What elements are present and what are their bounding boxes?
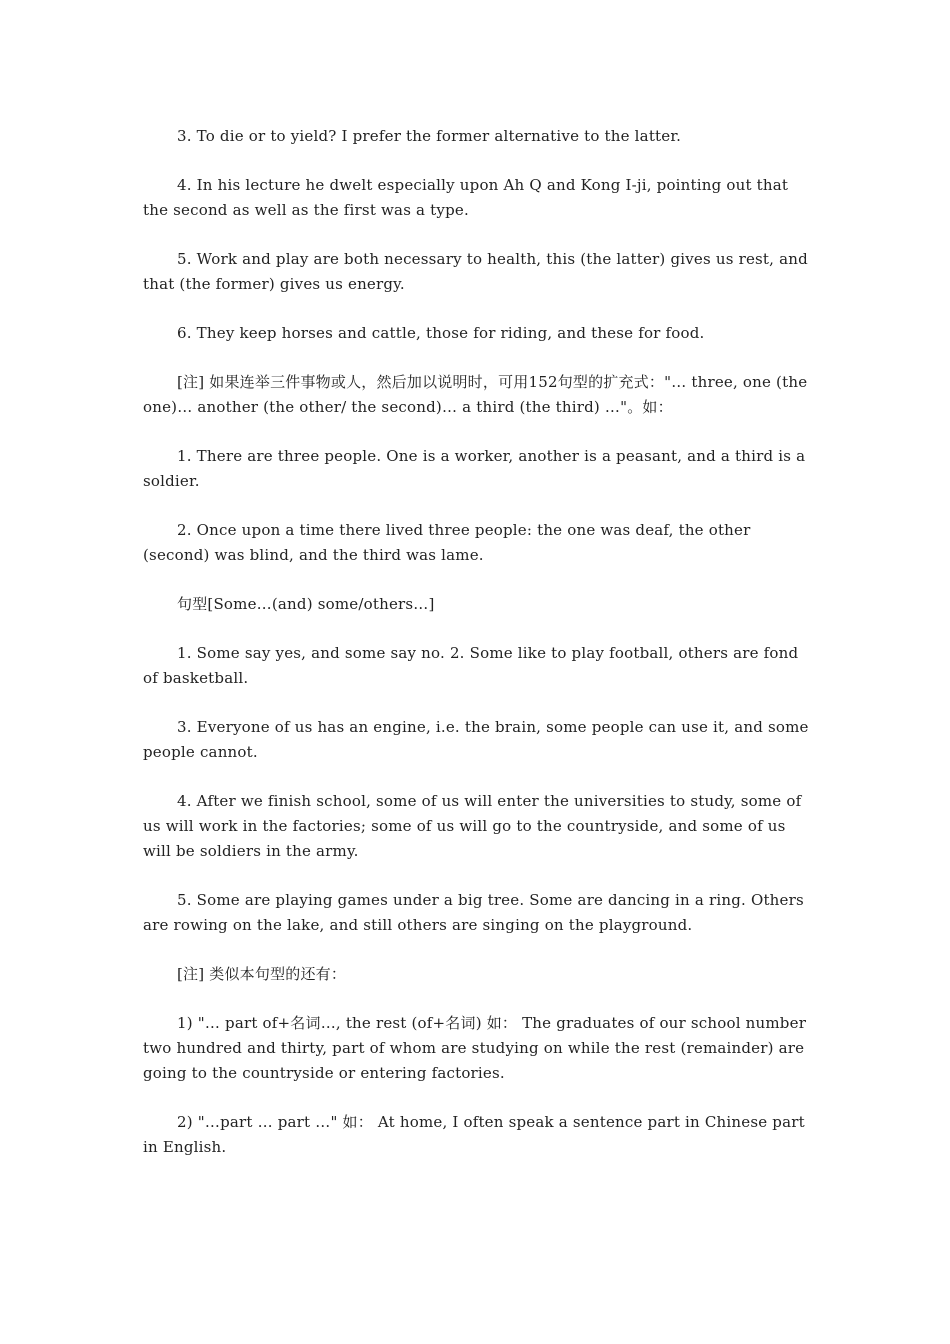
note-example: 1) "… part of+名词…, the rest (of+名词) 如： The graduates of our school number two hundred and thirty, part of whom are studying on while the rest (remainder) are going to the countryside or entering factories.	[143, 1014, 807, 1082]
document-body	[143, 124, 813, 1184]
example-sentence: 5. Work and play are both necessary to health, this (the latter) gives us rest, and that (the former) gives us energy.	[143, 250, 808, 293]
example-sentence: 4. In his lecture he dwelt especially upon Ah Q and Kong I-ji, pointing out that the second as well as the first was a type.	[143, 176, 789, 219]
note-example: 2) "…part … part …" 如： At home, I often speak a sentence part in Chinese part in English.	[143, 1113, 805, 1156]
example-sentence: 5. Some are playing games under a big tree. Some are dancing in a ring. Others are rowing on the lake, and still others are singing on the playground.	[143, 891, 804, 934]
example-sentence: 1. There are three people. One is a worker, another is a peasant, and a third is a soldier.	[143, 447, 806, 490]
example-sentence: 4. After we finish school, some of us will enter the universities to study, some of us will work in the factories; some of us will go to the countryside, and some of us will be soldiers in the army.	[143, 792, 802, 860]
note-paragraph: [注] 类似本句型的还有：	[177, 965, 347, 983]
example-sentence: 1. Some say yes, and some say no. 2. Some like to play football, others are fond of basketball.	[143, 644, 799, 687]
note-paragraph: [注] 如果连举三件事物或人，然后加以说明时，可用152句型的扩充式："… three, one (the one)… another (the other/ the second)… a third (the third) …"。如：	[143, 373, 808, 416]
example-sentence: 3. To die or to yield? I prefer the former alternative to the latter.	[177, 127, 682, 145]
example-sentence: 3. Everyone of us has an engine, i.e. the brain, some people can use it, and some people cannot.	[143, 718, 809, 761]
example-sentence: 6. They keep horses and cattle, those for riding, and these for food.	[177, 324, 705, 342]
sentence-pattern-heading: 句型[Some…(and) some/others…]	[177, 595, 435, 613]
example-sentence: 2. Once upon a time there lived three people: the one was deaf, the other (second) was blind, and the third was lame.	[143, 521, 751, 564]
